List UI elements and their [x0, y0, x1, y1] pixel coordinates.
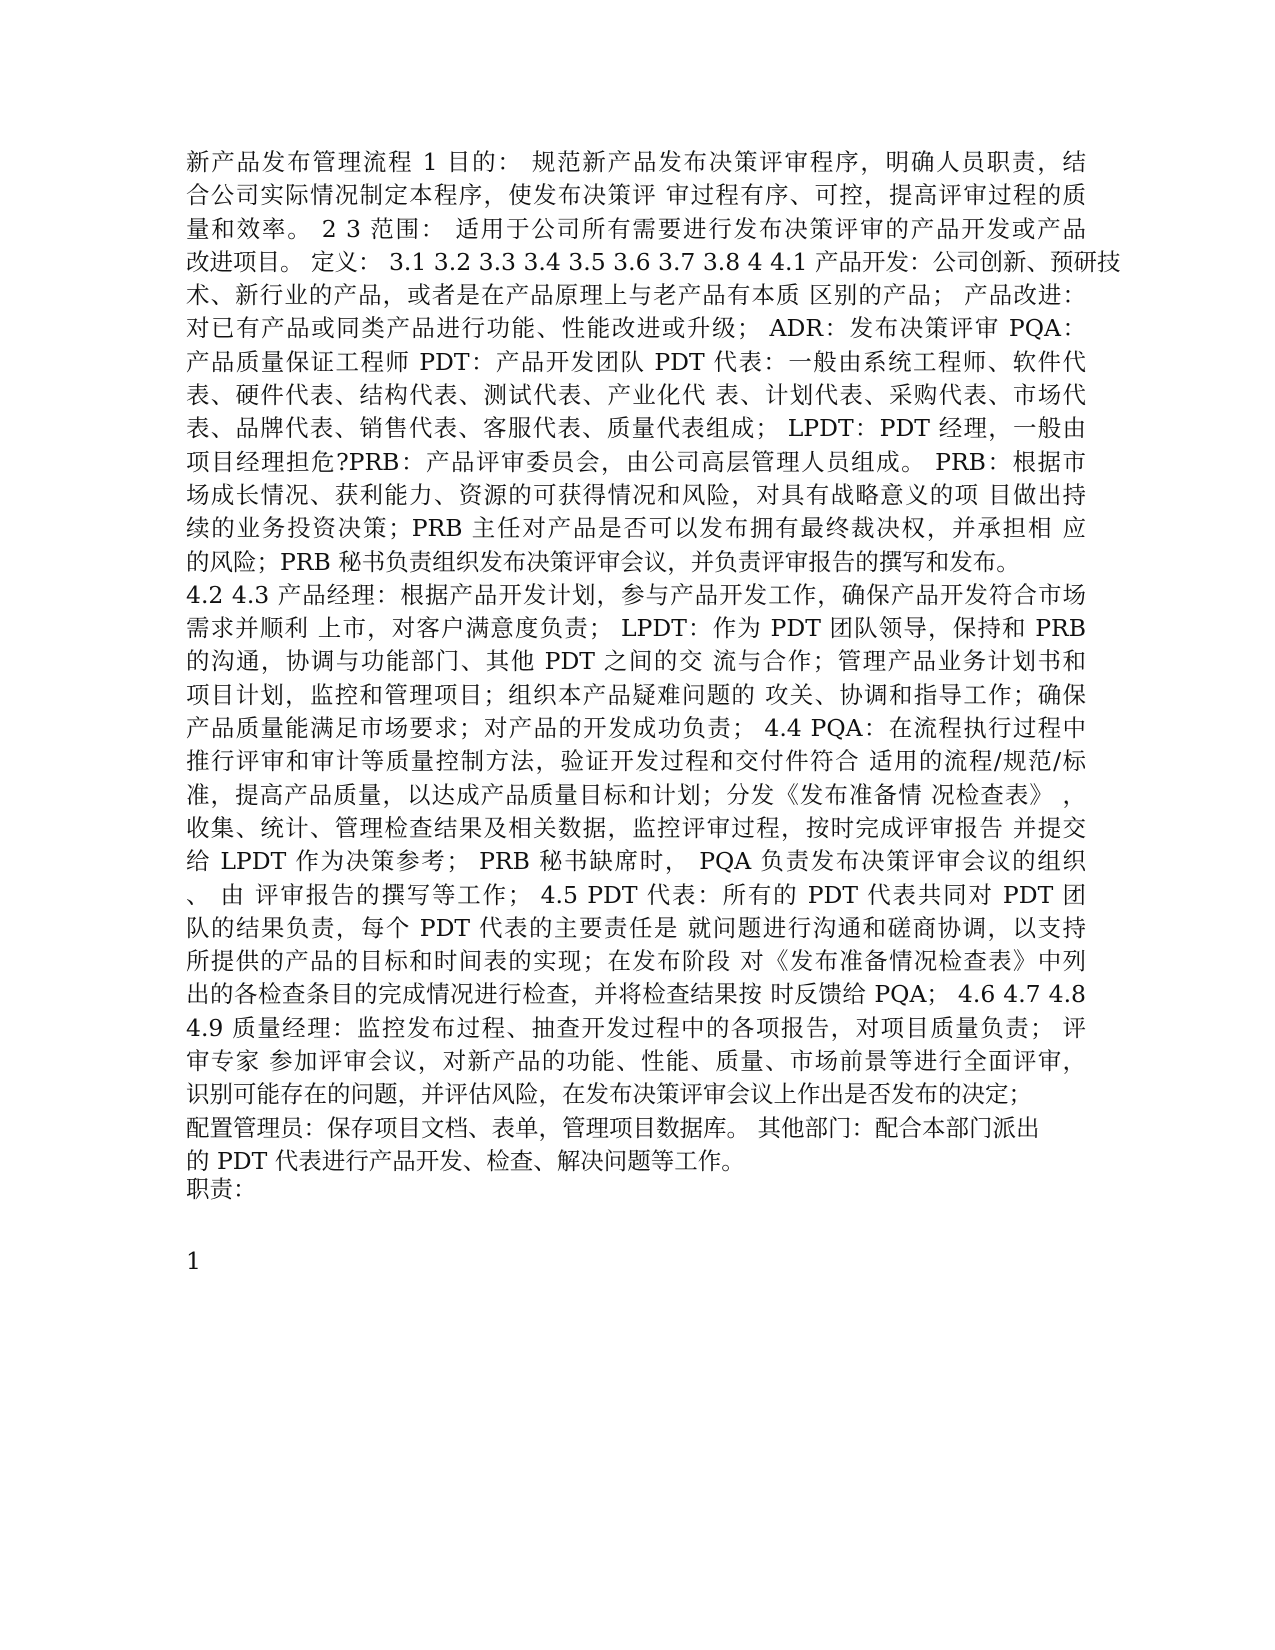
text-line: 收集、统计、管理检查结果及相关数据，监控评审过程，按时完成评审报告 并提交: [186, 813, 1086, 842]
text-line: 术、新行业的产品，或者是在产品原理上与老产品有本质 区别的产品； 产品改进：: [186, 281, 1086, 310]
text-line: 的风险；PRB 秘书负责组织发布决策评审会议，并负责评审报告的撰写和发布。: [186, 547, 1020, 576]
section-label: 职责：: [186, 1175, 257, 1203]
text-line: 量和效率。 2 3 范围： 适用于公司所有需要进行发布决策评审的产品开发或产品: [186, 214, 1086, 243]
text-line: 队的结果负责，每个 PDT 代表的主要责任是 就问题进行沟通和磋商协调，以支持: [186, 913, 1086, 942]
text-line: 4.2 4.3 产品经理：根据产品开发计划，参与产品开发工作，确保产品开发符合市场: [186, 580, 1086, 609]
text-line: 产品质量保证工程师 PDT：产品开发团队 PDT 代表：一般由系统工程师、软件代: [186, 347, 1086, 376]
text-line: 需求并顺利 上市，对客户满意度负责； LPDT：作为 PDT 团队领导，保持和 PRB: [186, 614, 1086, 643]
text-line: 给 LPDT 作为决策参考； PRB 秘书缺席时， PQA 负责发布决策评审会议的组织: [186, 847, 1086, 876]
text-line: 推行评审和审计等质量控制方法，验证开发过程和交付件符合 适用的流程/规范/标: [186, 747, 1086, 776]
text-line: 配置管理员：保存项目文档、表单，管理项目数据库。 其他部门：配合本部门派出: [186, 1113, 1040, 1142]
text-line: 表、硬件代表、结构代表、测试代表、产业化代 表、计划代表、采购代表、市场代: [186, 381, 1086, 410]
text-line: 项目计划，监控和管理项目；组织本产品疑难问题的 攻关、协调和指导工作；确保: [186, 680, 1086, 709]
text-line: 的沟通，协调与功能部门、其他 PDT 之间的交 流与合作；管理产品业务计划书和: [186, 647, 1086, 676]
text-line: 表、品牌代表、销售代表、客服代表、质量代表组成； LPDT：PDT 经理，一般由: [186, 414, 1086, 443]
body-text: [186, 146, 1121, 1178]
text-line: 所提供的产品的目标和时间表的实现；在发布阶段 对《发布准备情况检查表》中列: [186, 947, 1086, 976]
text-line: 、 由 评审报告的撰写等工作； 4.5 PDT 代表：所有的 PDT 代表共同对 PDT 团: [186, 880, 1086, 909]
text-line: 项目经理担危?PRB：产品评审委员会，由公司高层管理人员组成。 PRB：根据市: [186, 447, 1086, 476]
text-line: 对已有产品或同类产品进行功能、性能改进或升级； ADR：发布决策评审 PQA：: [186, 314, 1086, 343]
text-line: 改进项目。 定义： 3.1 3.2 3.3 3.4 3.5 3.6 3.7 3.8 4 4.1 产品开发：公司创新、预研技: [186, 247, 1121, 276]
page-number: 1: [186, 1247, 201, 1275]
text-line: 场成长情况、获利能力、资源的可获得情况和风险，对具有战略意义的项 目做出持: [186, 480, 1086, 509]
text-line: 识别可能存在的问题，并评估风险，在发布决策评审会议上作出是否发布的决定；: [186, 1080, 1032, 1109]
text-line: 合公司实际情况制定本程序，使发布决策评 审过程有序、可控，提高评审过程的质: [186, 181, 1086, 210]
text-line: 的 PDT 代表进行产品开发、检查、解决问题等工作。: [186, 1146, 745, 1175]
text-line: 续的业务投资决策；PRB 主任对产品是否可以发布拥有最终裁决权，并承担相 应: [186, 514, 1086, 543]
text-line: 4.9 质量经理：监控发布过程、抽查开发过程中的各项报告，对项目质量负责； 评: [186, 1013, 1086, 1042]
text-line: 审专家 参加评审会议，对新产品的功能、性能、质量、市场前景等进行全面评审，: [186, 1047, 1086, 1076]
text-line: 准，提高产品质量，以达成产品质量目标和计划；分发《发布准备情 况检查表》 ，: [186, 780, 1086, 809]
text-line: 产品质量能满足市场要求；对产品的开发成功负责； 4.4 PQA：在流程执行过程中: [186, 714, 1086, 743]
text-line: 出的各检查条目的完成情况进行检查，并将检查结果按 时反馈给 PQA； 4.6 4.7 4.8: [186, 980, 1086, 1009]
text-line: 新产品发布管理流程 1 目的： 规范新产品发布决策评审程序，明确人员职责，结: [186, 148, 1086, 176]
